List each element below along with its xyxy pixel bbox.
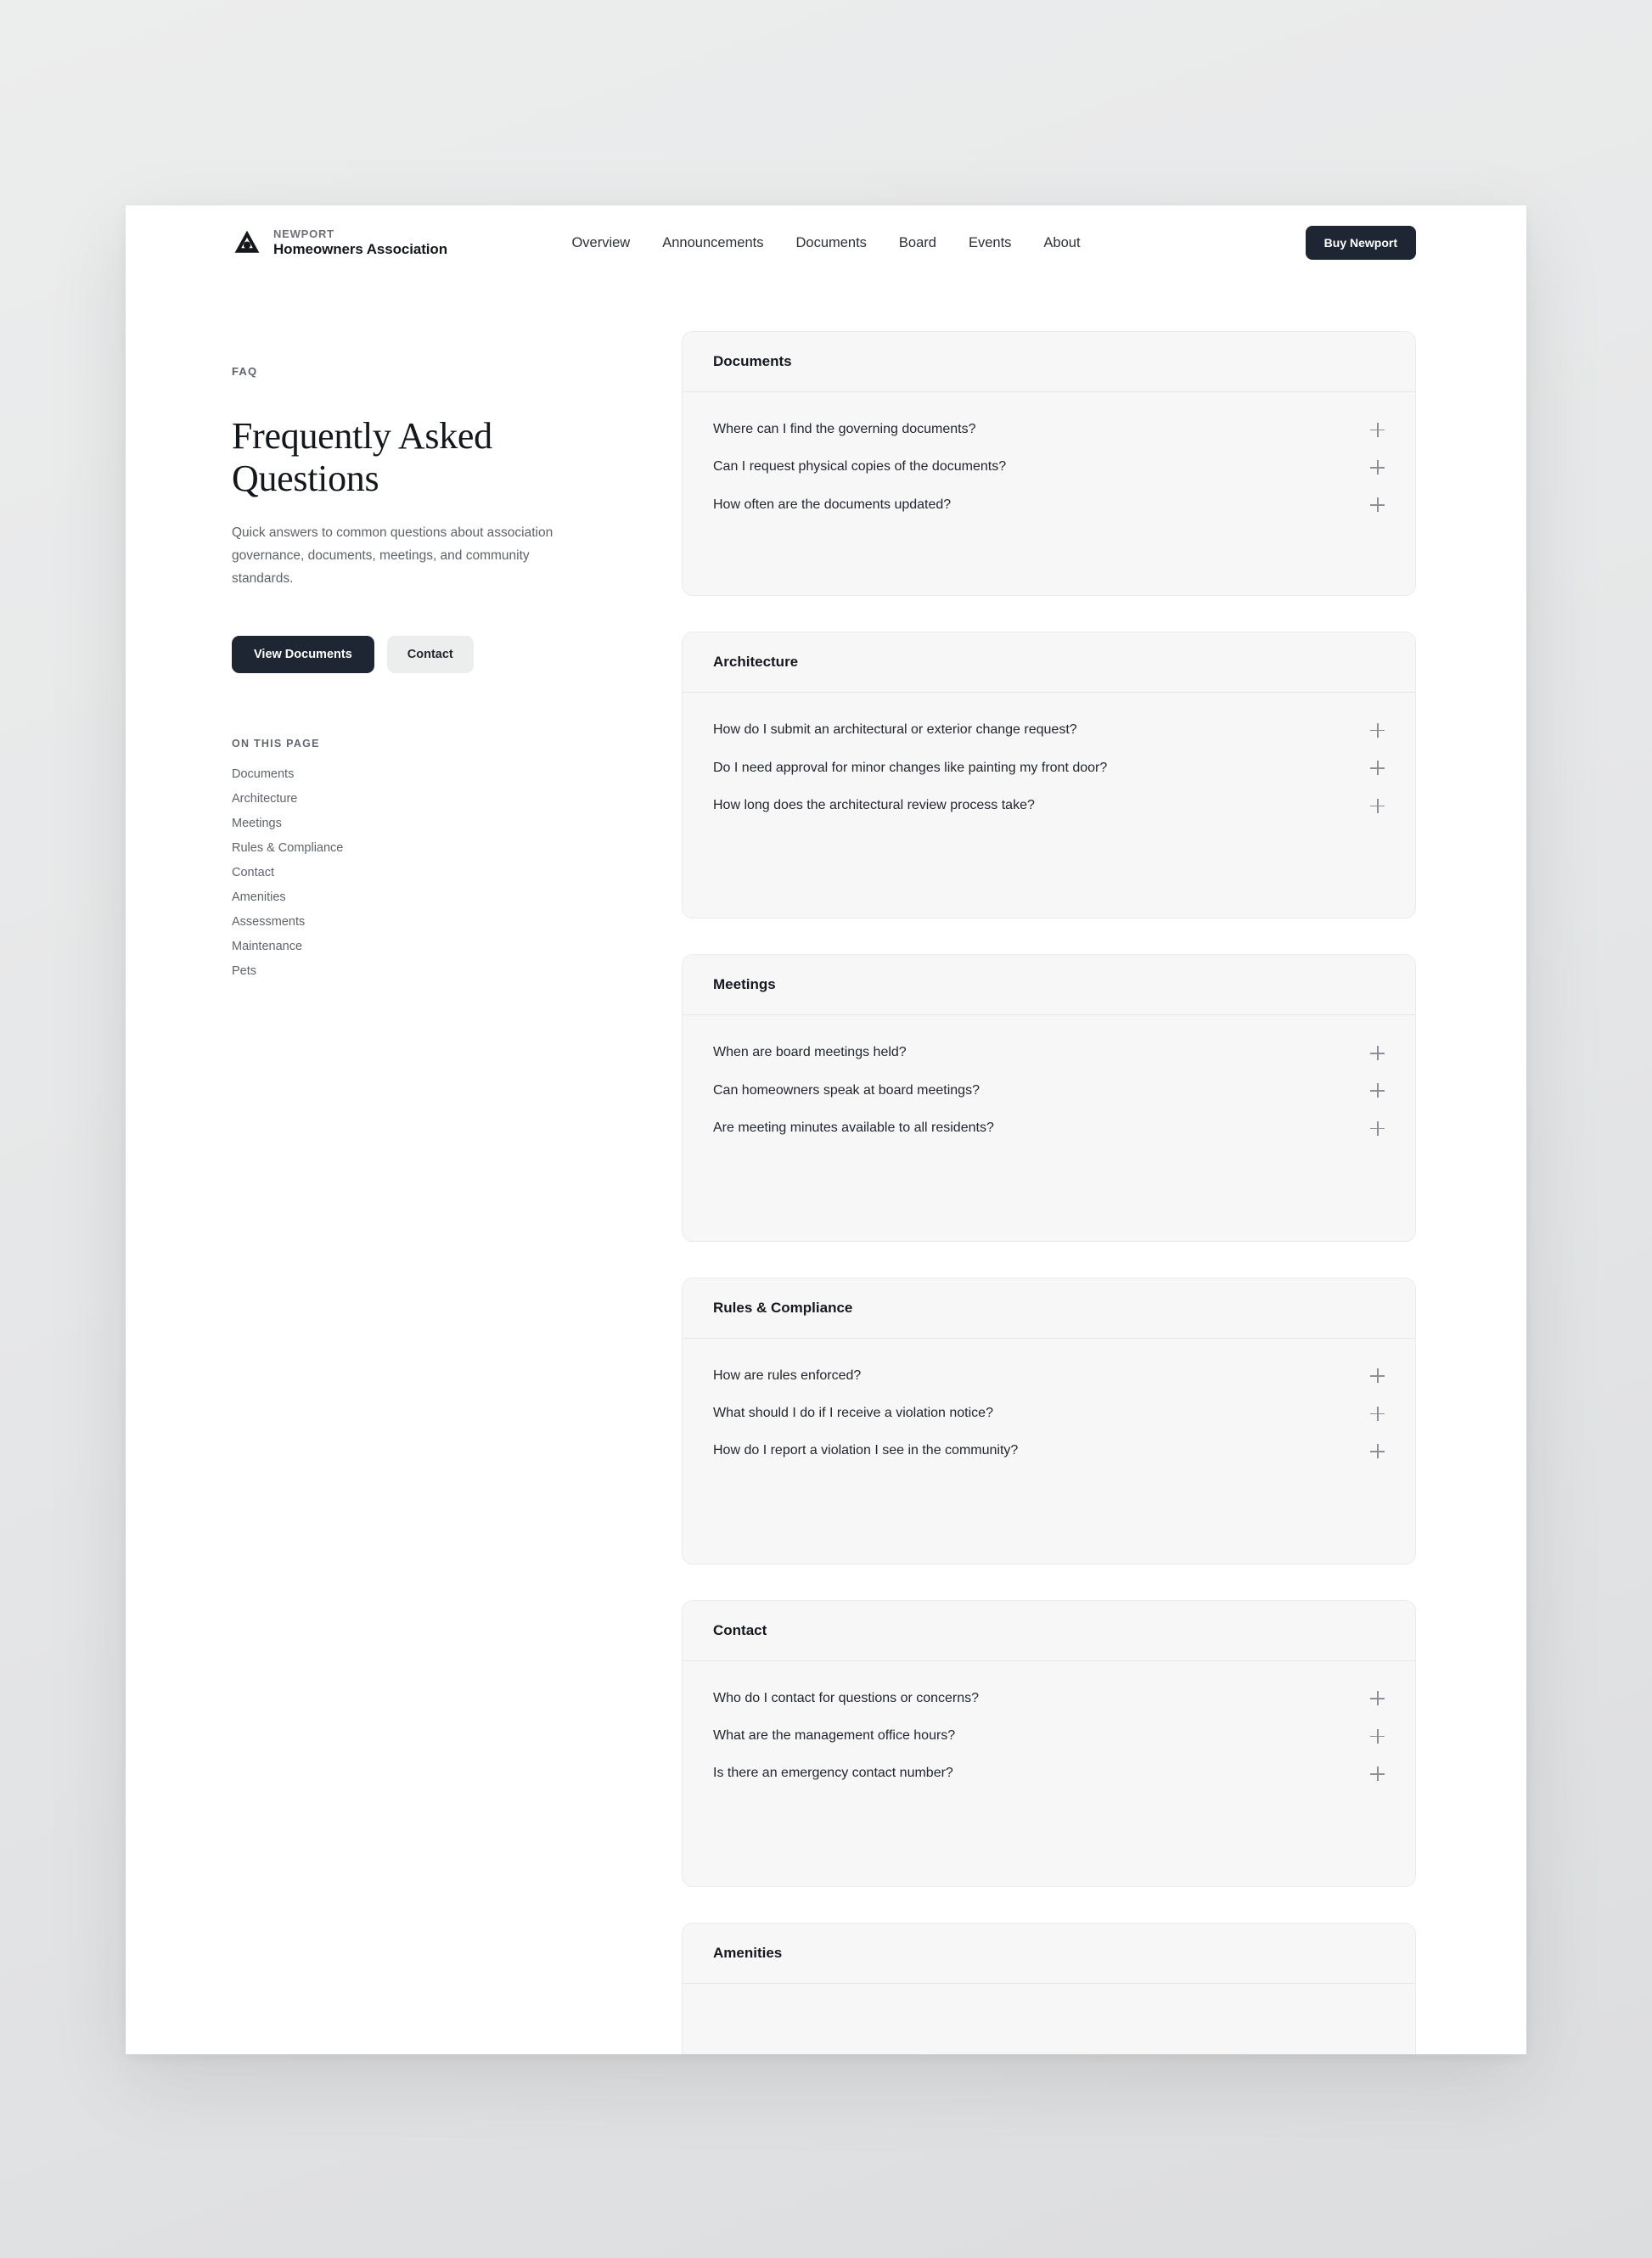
toc-list	[232, 767, 631, 978]
faq-row[interactable]	[683, 1680, 1415, 1717]
plus-icon[interactable]	[1370, 1729, 1385, 1744]
section-spacer	[683, 1793, 1415, 1886]
faq-question: Are meeting minutes available to all residents?	[713, 1121, 994, 1136]
faq-row[interactable]	[683, 1717, 1415, 1755]
faq-row[interactable]	[683, 1109, 1415, 1147]
faq-row[interactable]	[683, 448, 1415, 486]
toc-item-assessments[interactable]: Assessments	[232, 915, 306, 930]
faq-row[interactable]	[683, 1072, 1415, 1109]
main-nav	[571, 235, 1080, 251]
toc-item-documents[interactable]: Documents	[232, 767, 295, 782]
nav-item-announcements[interactable]: Announcements	[662, 234, 764, 250]
contact-button[interactable]: Contact	[387, 636, 474, 673]
faq-section-body	[683, 1339, 1415, 1564]
section-spacer	[683, 824, 1415, 918]
plus-icon[interactable]	[1370, 1444, 1385, 1458]
faq-section-documents	[682, 331, 1416, 596]
faq-section-title: Rules & Compliance	[683, 1278, 1415, 1339]
faq-section-title: Architecture	[683, 632, 1415, 693]
plus-icon[interactable]	[1370, 723, 1385, 738]
faq-row[interactable]	[683, 1755, 1415, 1792]
brand-logo[interactable]	[232, 227, 447, 258]
faq-question: Do I need approval for minor changes like painting my front door?	[713, 760, 1108, 775]
faq-question: How are rules enforced?	[713, 1368, 862, 1383]
page-canvas	[126, 205, 1526, 2054]
faq-section-body	[683, 1984, 1415, 2054]
faq-question: What should I do if I receive a violation notice?	[713, 1405, 993, 1420]
faq-row[interactable]	[683, 750, 1415, 787]
nav-item-about[interactable]: About	[1043, 234, 1081, 250]
page-body	[126, 280, 1526, 2054]
faq-question: How do I submit an architectural or exterior change request?	[713, 722, 1077, 738]
section-spacer	[683, 524, 1415, 595]
faq-section-body	[683, 693, 1415, 918]
faq-row[interactable]	[683, 1357, 1415, 1395]
plus-icon[interactable]	[1370, 1407, 1385, 1421]
toc-item-maintenance[interactable]: Maintenance	[232, 940, 303, 954]
brand-name: Homeowners Association	[273, 240, 447, 257]
toc-item-meetings[interactable]: Meetings	[232, 817, 282, 831]
faq-question: How do I report a violation I see in the community?	[713, 1443, 1019, 1458]
plus-icon[interactable]	[1370, 799, 1385, 813]
toc-item-pets[interactable]: Pets	[232, 964, 257, 979]
faq-question: How often are the documents updated?	[713, 497, 952, 512]
plus-icon[interactable]	[1370, 460, 1385, 475]
faq-section-title: Contact	[683, 1601, 1415, 1661]
faq-section-architecture	[682, 632, 1416, 918]
section-spacer	[683, 1148, 1415, 1241]
faq-section-title: Amenities	[683, 1924, 1415, 1984]
hero-column	[232, 331, 631, 978]
nav-item-documents[interactable]: Documents	[795, 234, 867, 250]
plus-icon[interactable]	[1370, 1368, 1385, 1383]
nav-item-overview[interactable]: Overview	[571, 234, 631, 250]
faq-row[interactable]	[683, 411, 1415, 448]
toc-item-amenities[interactable]: Amenities	[232, 890, 286, 905]
plus-icon[interactable]	[1370, 1121, 1385, 1136]
faq-row[interactable]	[683, 1395, 1415, 1432]
plus-icon[interactable]	[1370, 423, 1385, 437]
plus-icon[interactable]	[1370, 1046, 1385, 1060]
faq-section-title: Meetings	[683, 955, 1415, 1015]
toc-item-architecture[interactable]: Architecture	[232, 792, 298, 806]
site-header	[126, 205, 1526, 280]
faq-question: When are board meetings held?	[713, 1045, 907, 1060]
plus-icon[interactable]	[1370, 1767, 1385, 1781]
faq-section-body	[683, 392, 1415, 595]
brand-text	[273, 228, 447, 257]
buy-newport-button[interactable]: Buy Newport	[1306, 226, 1416, 260]
toc-label: ON THIS PAGE	[232, 738, 320, 750]
faq-section-body	[683, 1661, 1415, 1886]
faq-question: How long does the architectural review process take?	[713, 797, 1035, 812]
faq-section-body	[683, 1015, 1415, 1240]
brand-kicker: NEWPORT	[273, 227, 334, 240]
plus-icon[interactable]	[1370, 761, 1385, 775]
faq-section-amenities	[682, 1923, 1416, 2054]
faq-question: Is there an emergency contact number?	[713, 1766, 953, 1781]
toc-item-rules-compliance[interactable]: Rules & Compliance	[232, 841, 344, 856]
section-spacer	[683, 2002, 1415, 2054]
faq-row[interactable]	[683, 486, 1415, 524]
triangle-mountain-logo-icon	[232, 227, 262, 258]
faq-question: What are the management office hours?	[713, 1728, 956, 1744]
faq-column	[682, 331, 1416, 2054]
faq-row[interactable]	[683, 787, 1415, 824]
faq-section-title: Documents	[683, 332, 1415, 392]
faq-question: Can I request physical copies of the documents?	[713, 459, 1007, 475]
plus-icon[interactable]	[1370, 1691, 1385, 1705]
hero-intro: Quick answers to common questions about association governance, documents, meetings, and community standards.	[232, 525, 553, 586]
faq-section-meetings	[682, 954, 1416, 1241]
faq-question: Who do I contact for questions or concerns?	[713, 1690, 980, 1705]
faq-row[interactable]	[683, 1034, 1415, 1071]
plus-icon[interactable]	[1370, 1083, 1385, 1098]
toc-item-contact[interactable]: Contact	[232, 866, 274, 880]
faq-row[interactable]	[683, 711, 1415, 749]
faq-question: Where can I find the governing documents?	[713, 422, 976, 436]
hero-actions	[232, 636, 631, 673]
faq-section-rules-compliance	[682, 1278, 1416, 1564]
page-title: Frequently Asked Questions	[232, 415, 492, 500]
nav-item-events[interactable]: Events	[968, 234, 1012, 250]
plus-icon[interactable]	[1370, 497, 1385, 512]
faq-question: Can homeowners speak at board meetings?	[713, 1082, 980, 1098]
view-documents-button[interactable]: View Documents	[232, 636, 374, 673]
faq-section-contact	[682, 1600, 1416, 1887]
hero-eyebrow: FAQ	[232, 365, 258, 378]
faq-row[interactable]	[683, 1432, 1415, 1469]
section-spacer	[683, 1470, 1415, 1564]
nav-item-board[interactable]: Board	[898, 234, 936, 250]
